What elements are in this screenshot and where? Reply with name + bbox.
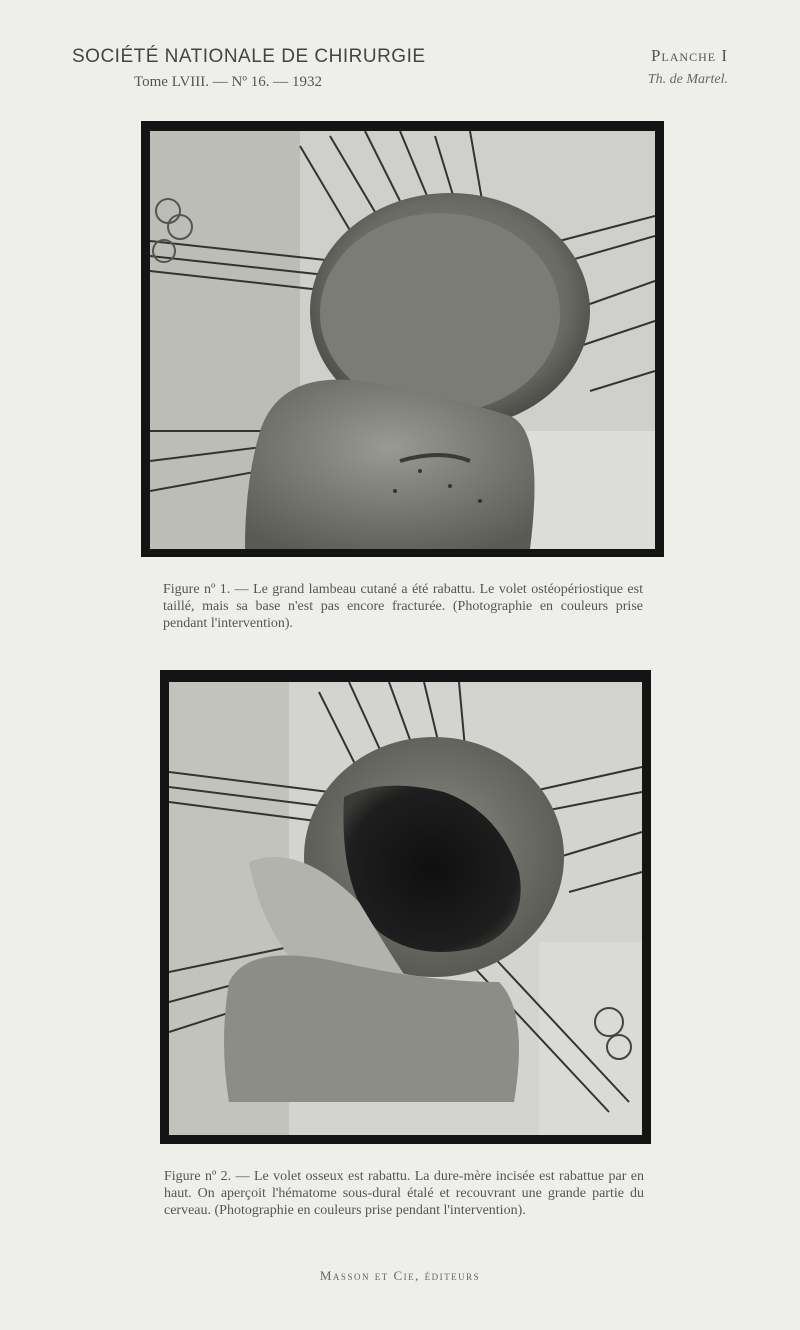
- journal-title: SOCIÉTÉ NATIONALE DE CHIRURGIE: [72, 46, 426, 67]
- surgical-photo-2: [169, 682, 642, 1135]
- page-header-left: [72, 46, 426, 91]
- figure-1-caption: Figure nº 1. — Le grand lambeau cutané a été rabattu. Le volet ostéopériostique est taillé, mais sa base n'est pas encore fracturée. (Photographie en couleurs prise pendant l'intervention).: [163, 582, 643, 631]
- page-header-right: [648, 46, 728, 88]
- figure-2-photo: [160, 670, 651, 1144]
- publisher-footer: Masson et Cie, éditeurs: [319, 1268, 481, 1283]
- surgical-photo-1: [150, 131, 655, 549]
- figure-1-photo: [141, 121, 664, 557]
- figure-2-caption: Figure nº 2. — Le volet osseux est rabattu. La dure-mère incisée est rabattue par en haut. On aperçoit l'hématome sous-dural étalé et recouvrant une grande partie du cerveau. (Photographie en couleurs prise pendant l'intervention).: [164, 1169, 644, 1218]
- issue-line: Tome LVIII. — Nº 16. — 1932: [134, 74, 323, 90]
- plate-author: Th. de Martel.: [647, 72, 728, 87]
- plate-label: Planche I: [650, 46, 728, 65]
